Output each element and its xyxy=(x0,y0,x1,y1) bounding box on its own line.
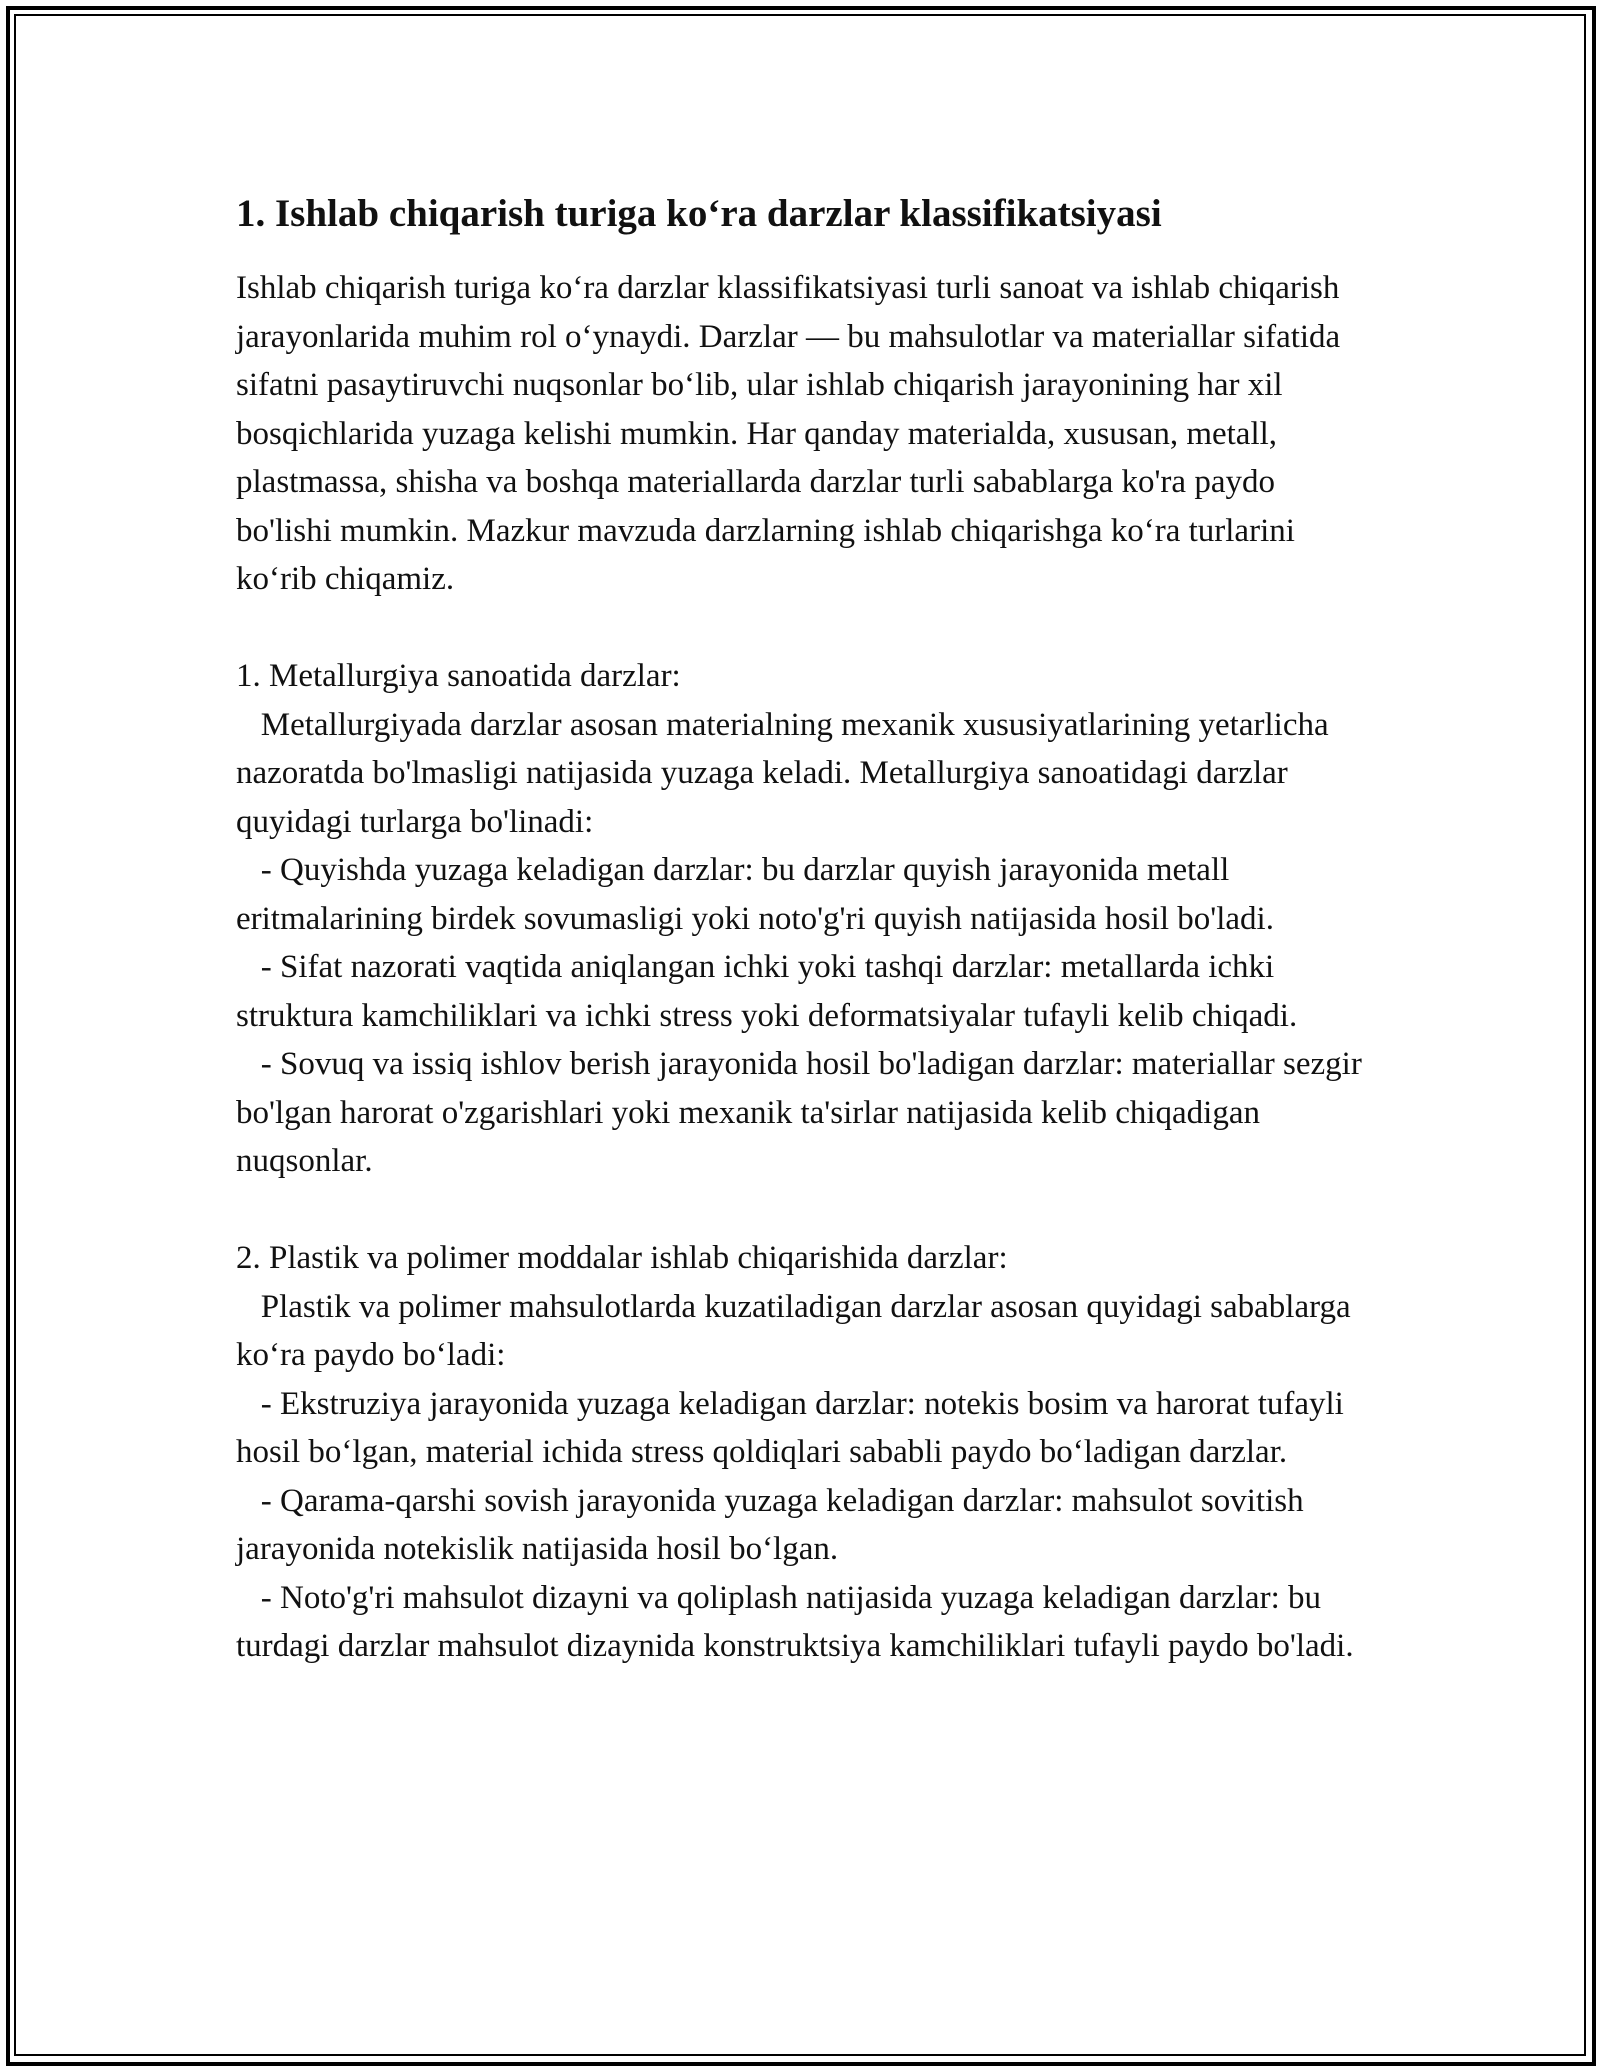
list-item: - Sifat nazorati vaqtida aniqlangan ichki yoki tashqi darzlar: metallarda ichki struktura kamchiliklari va ichki stress yoki deformatsiyalar tufayli kelib chiqadi. xyxy=(236,949,1298,1034)
list-item: - Quyishda yuzaga keladigan darzlar: bu darzlar quyish jarayonida metall eritmalarining birdek sovumasligi yoki noto'g'ri quyish natijasida hosil bo'ladi. xyxy=(236,852,1274,937)
list-item: - Noto'g'ri mahsulot dizayni va qoliplash natijasida yuzaga keladigan darzlar: bu turdagi darzlar mahsulot dizaynida konstruktsiya kamchiliklari tufayli paydo bo'ladi. xyxy=(236,1579,1354,1664)
list-item: - Sovuq va issiq ishlov berish jarayonida hosil bo'ladigan darzlar: materiallar sezgir bo'lgan harorat o'zgarishlari yoki mexanik ta'sirlar natijasida kelib chiqadigan nuqsonlar. xyxy=(236,1046,1371,1179)
paragraph-spacer xyxy=(236,604,1366,653)
section-heading: 2. Plastik va polimer moddalar ishlab chiqarishida darzlar: xyxy=(236,1240,1008,1276)
section-description: Metallurgiyada darzlar asosan materialning mexanik xususiyatlarining yetarlicha nazoratda bo'lmasligi natijasida yuzaga keladi. Metallurgiya sanoatidagi darzlar quyidagi turlarga bo'linadi: xyxy=(236,706,1337,840)
section-description: Plastik va polimer mahsulotlarda kuzatiladigan darzlar asosan quyidagi sabablarga ko‘ra paydo bo‘ladi: xyxy=(236,1288,1359,1373)
section-plastics xyxy=(236,1234,1366,1671)
section-heading: 1. Metallurgiya sanoatida darzlar: xyxy=(236,658,681,694)
document-body xyxy=(236,190,1371,1671)
list-item: - Qarama-qarshi sovish jarayonida yuzaga keladigan darzlar: mahsulot sovitish jarayonida notekislik natijasida hosil bo‘lgan. xyxy=(236,1482,1312,1567)
paragraph-spacer xyxy=(236,1186,1366,1235)
section-metallurgy xyxy=(236,652,1371,1186)
intro-paragraph: Ishlab chiqarish turiga ko‘ra darzlar klassifikatsiyasi turli sanoat va ishlab chiqarish jarayonlarida muhim rol o‘ynaydi. Darzlar — bu mahsulotlar va materiallar sifatida sifatni pasaytiruvchi nuqsonlar bo‘lib, ular ishlab chiqarish jarayonining har xil bosqichlarida yuzaga kelishi mumkin. Har qanday materialda, xususan, metall, plastmassa, shisha va boshqa materiallarda darzlar turli sabablarga ko'ra paydo bo'lishi mumkin. Mazkur mavzuda darzlarning ishlab chiqarishga ko‘ra turlarini ko‘rib chiqamiz. xyxy=(236,270,1349,597)
list-item: - Ekstruziya jarayonida yuzaga keladigan darzlar: notekis bosim va harorat tufayli hosil bo‘lgan, material ichida stress qoldiqlari sababli paydo bo‘ladigan darzlar. xyxy=(236,1385,1353,1470)
document-title: 1. Ishlab chiqarish turiga ko‘ra darzlar klassifikatsiyasi xyxy=(236,192,1162,235)
